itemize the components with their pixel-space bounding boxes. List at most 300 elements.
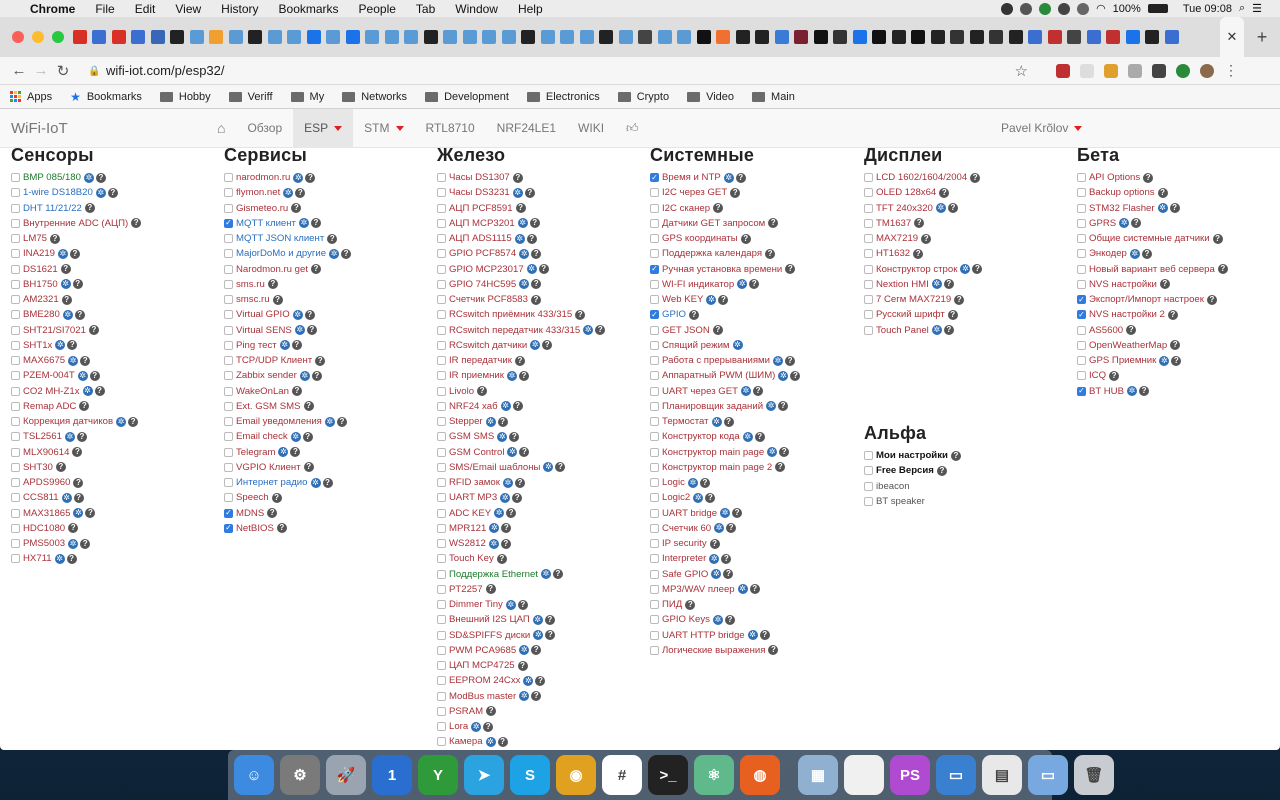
help-icon[interactable]: ? bbox=[531, 295, 541, 305]
tab[interactable] bbox=[577, 17, 597, 57]
tab[interactable] bbox=[714, 17, 734, 57]
module-link[interactable]: AM2321 bbox=[23, 294, 59, 306]
module-link[interactable]: smsc.ru bbox=[236, 294, 270, 306]
telegram-icon[interactable]: ➤ bbox=[464, 755, 504, 795]
help-icon[interactable]: ? bbox=[778, 401, 788, 411]
module-checkbox[interactable] bbox=[650, 280, 659, 289]
help-icon[interactable]: ? bbox=[518, 661, 528, 671]
module-link[interactable]: flymon.net bbox=[236, 187, 281, 199]
help-icon[interactable]: ? bbox=[73, 478, 83, 488]
module-link[interactable]: GPS координаты bbox=[662, 233, 738, 245]
help-icon[interactable]: ? bbox=[726, 523, 736, 533]
module-link[interactable]: Virtual SENS bbox=[236, 324, 292, 336]
help-icon[interactable]: ? bbox=[497, 554, 507, 564]
module-checkbox[interactable] bbox=[437, 432, 446, 441]
module-link[interactable]: Термостат bbox=[662, 416, 709, 428]
module-link[interactable]: Web KEY bbox=[662, 294, 704, 306]
module-link[interactable]: Free Версия bbox=[876, 465, 934, 477]
module-checkbox[interactable] bbox=[224, 326, 233, 335]
module-link[interactable]: Конструктор кода bbox=[662, 431, 740, 443]
module-checkbox[interactable] bbox=[224, 310, 233, 319]
tab[interactable] bbox=[402, 17, 422, 57]
module-checkbox[interactable] bbox=[11, 463, 20, 472]
gear-icon[interactable]: ✲ bbox=[300, 218, 308, 228]
reload-button[interactable]: ↻ bbox=[56, 62, 70, 80]
module-link[interactable]: WI-FI индикатор bbox=[662, 278, 735, 290]
module-link[interactable]: WS2812 bbox=[449, 538, 486, 550]
module-link[interactable]: Logic bbox=[662, 477, 685, 489]
gear-icon[interactable]: ✲ bbox=[780, 370, 787, 380]
module-checkbox[interactable] bbox=[650, 524, 659, 533]
module-checkbox[interactable] bbox=[224, 371, 233, 380]
gear-icon[interactable]: ✲ bbox=[490, 523, 498, 533]
gear-icon[interactable]: ✲ bbox=[490, 538, 498, 548]
help-icon[interactable]: ? bbox=[775, 462, 785, 472]
module-checkbox[interactable] bbox=[224, 188, 233, 197]
module-link[interactable]: ADC KEY bbox=[449, 507, 492, 519]
gear-icon[interactable]: ✲ bbox=[56, 553, 63, 563]
module-checkbox[interactable] bbox=[864, 219, 873, 228]
sourcetree-icon[interactable]: Y bbox=[418, 755, 458, 795]
status-tray-icon[interactable] bbox=[1077, 3, 1089, 15]
firefox-icon[interactable]: ◍ bbox=[740, 755, 780, 795]
module-checkbox[interactable] bbox=[650, 539, 659, 548]
help-icon[interactable]: ? bbox=[545, 615, 555, 625]
help-icon[interactable]: ? bbox=[80, 539, 90, 549]
module-link[interactable]: Telegram bbox=[236, 446, 276, 458]
help-icon[interactable]: ? bbox=[85, 203, 95, 213]
launchpad-icon[interactable]: 🚀 bbox=[326, 755, 366, 795]
help-icon[interactable]: ? bbox=[1213, 234, 1223, 244]
help-icon[interactable]: ? bbox=[542, 340, 552, 350]
module-link[interactable]: Safe GPIO bbox=[662, 568, 709, 580]
module-checkbox[interactable] bbox=[437, 310, 446, 319]
module-link[interactable]: Экспорт/Импорт настроек bbox=[1089, 294, 1204, 306]
module-checkbox[interactable] bbox=[11, 539, 20, 548]
gear-icon[interactable]: ✲ bbox=[495, 508, 503, 518]
help-icon[interactable]: ? bbox=[516, 203, 526, 213]
gear-icon[interactable]: ✲ bbox=[714, 614, 722, 624]
module-link[interactable]: Stepper bbox=[449, 416, 483, 428]
module-link[interactable]: AS5600 bbox=[1089, 324, 1124, 336]
module-link[interactable]: Внешний I2S ЦАП bbox=[449, 614, 530, 626]
tab[interactable] bbox=[694, 17, 714, 57]
finder-icon[interactable]: ☺ bbox=[234, 755, 274, 795]
module-link[interactable]: NRF24 хаб bbox=[449, 400, 498, 412]
module-checkbox[interactable] bbox=[650, 463, 659, 472]
gear-icon[interactable]: ✲ bbox=[738, 279, 746, 289]
help-icon[interactable]: ? bbox=[951, 451, 961, 461]
help-icon[interactable]: ? bbox=[1171, 356, 1181, 366]
gear-icon[interactable]: ✲ bbox=[85, 172, 93, 182]
gear-icon[interactable]: ✲ bbox=[69, 355, 77, 365]
module-link[interactable]: 7 Сегм MAX7219 bbox=[876, 294, 952, 306]
bookmark-electronics[interactable] bbox=[527, 91, 600, 103]
gear-icon[interactable]: ✲ bbox=[767, 401, 775, 411]
tab[interactable] bbox=[928, 17, 948, 57]
module-link[interactable]: Интернет радио bbox=[236, 477, 308, 489]
help-icon[interactable]: ? bbox=[272, 493, 282, 503]
module-checkbox[interactable] bbox=[864, 204, 873, 213]
help-icon[interactable]: ? bbox=[575, 310, 585, 320]
module-checkbox[interactable] bbox=[224, 280, 233, 289]
tab[interactable] bbox=[811, 17, 831, 57]
module-checkbox[interactable] bbox=[650, 371, 659, 380]
notification-center-icon[interactable]: ☰ bbox=[1252, 3, 1262, 15]
url-text[interactable]: wifi-iot.com/p/esp32/ bbox=[106, 63, 225, 78]
gear-icon[interactable]: ✲ bbox=[1131, 248, 1139, 258]
module-link[interactable]: NVS настройки 2 bbox=[1089, 309, 1165, 321]
module-checkbox[interactable] bbox=[437, 219, 446, 228]
help-icon[interactable]: ? bbox=[1139, 386, 1149, 396]
gear-icon[interactable]: ✲ bbox=[69, 538, 77, 548]
module-link[interactable]: HT1632 bbox=[876, 248, 911, 260]
tab[interactable] bbox=[558, 17, 578, 57]
module-link[interactable]: ЦАП MCP4725 bbox=[449, 660, 515, 672]
module-checkbox[interactable] bbox=[11, 402, 20, 411]
menu-bookmarks[interactable]: Bookmarks bbox=[278, 1, 339, 16]
gear-icon[interactable]: ✲ bbox=[519, 218, 527, 228]
help-icon[interactable]: ? bbox=[939, 188, 949, 198]
module-link[interactable]: Планировщик заданий bbox=[662, 400, 764, 412]
module-checkbox[interactable] bbox=[11, 341, 20, 350]
module-checkbox[interactable] bbox=[224, 463, 233, 472]
gear-icon[interactable]: ✲ bbox=[749, 630, 756, 640]
nav-home[interactable] bbox=[206, 109, 236, 148]
module-checkbox[interactable] bbox=[650, 188, 659, 197]
module-link[interactable]: Работа с прерываниями bbox=[662, 355, 771, 367]
help-icon[interactable]: ? bbox=[56, 462, 66, 472]
module-checkbox[interactable] bbox=[224, 432, 233, 441]
extension-icon[interactable] bbox=[1056, 64, 1070, 78]
help-icon[interactable]: ? bbox=[1142, 249, 1152, 259]
help-icon[interactable]: ? bbox=[307, 325, 317, 335]
module-link[interactable]: CO2 MH-Z1x bbox=[23, 385, 80, 397]
gear-icon[interactable]: ✲ bbox=[501, 492, 509, 502]
module-checkbox[interactable] bbox=[11, 356, 20, 365]
module-checkbox[interactable] bbox=[224, 173, 233, 182]
help-icon[interactable]: ? bbox=[1207, 295, 1217, 305]
help-icon[interactable]: ? bbox=[1143, 173, 1153, 183]
module-checkbox[interactable] bbox=[650, 387, 659, 396]
gear-icon[interactable]: ✲ bbox=[75, 508, 82, 518]
help-icon[interactable]: ? bbox=[700, 478, 710, 488]
module-link[interactable]: Конструктор main page 2 bbox=[662, 461, 773, 473]
module-link[interactable]: MAX6675 bbox=[23, 355, 66, 367]
module-link[interactable]: MajorDoMo и другие bbox=[236, 248, 327, 260]
nav-nrf24le1[interactable] bbox=[486, 109, 567, 148]
help-icon[interactable]: ? bbox=[277, 523, 287, 533]
help-icon[interactable]: ? bbox=[312, 371, 322, 381]
help-icon[interactable]: ? bbox=[685, 600, 695, 610]
help-icon[interactable]: ? bbox=[921, 234, 931, 244]
module-checkbox[interactable] bbox=[437, 234, 446, 243]
module-checkbox[interactable] bbox=[650, 615, 659, 624]
tab[interactable] bbox=[909, 17, 929, 57]
module-checkbox[interactable] bbox=[864, 280, 873, 289]
tab[interactable] bbox=[987, 17, 1007, 57]
app-window-icon[interactable]: ▭ bbox=[936, 755, 976, 795]
help-icon[interactable]: ? bbox=[531, 249, 541, 259]
bookmark-bookmarks[interactable] bbox=[70, 90, 142, 104]
gear-icon[interactable]: ✲ bbox=[312, 477, 319, 487]
module-checkbox[interactable] bbox=[224, 204, 233, 213]
module-link[interactable]: BME280 bbox=[23, 309, 60, 321]
gear-icon[interactable]: ✲ bbox=[97, 187, 105, 197]
tab[interactable] bbox=[363, 17, 383, 57]
module-link[interactable]: Ping тест bbox=[236, 339, 277, 351]
gear-icon[interactable]: ✲ bbox=[79, 370, 87, 380]
help-icon[interactable]: ? bbox=[304, 401, 314, 411]
module-link[interactable]: GPIO Keys bbox=[662, 614, 710, 626]
help-icon[interactable]: ? bbox=[944, 325, 954, 335]
module-link[interactable]: PMS5003 bbox=[23, 538, 66, 550]
module-checkbox[interactable] bbox=[11, 265, 20, 274]
close-tab-icon[interactable]: ✕ bbox=[1226, 29, 1238, 44]
module-link[interactable]: PT2257 bbox=[449, 583, 483, 595]
help-icon[interactable]: ? bbox=[67, 554, 77, 564]
module-link[interactable]: Логические выражения bbox=[662, 644, 766, 656]
tab[interactable] bbox=[304, 17, 324, 57]
battery-icon[interactable] bbox=[1148, 4, 1168, 13]
module-checkbox[interactable] bbox=[437, 478, 446, 487]
module-link[interactable]: Speech bbox=[236, 492, 269, 504]
document-icon[interactable] bbox=[844, 755, 884, 795]
module-link[interactable]: Коррекция датчиков bbox=[23, 416, 114, 428]
module-link[interactable]: IR передатчик bbox=[449, 355, 512, 367]
help-icon[interactable]: ? bbox=[768, 218, 778, 228]
gear-icon[interactable]: ✲ bbox=[534, 614, 542, 624]
help-icon[interactable]: ? bbox=[304, 462, 314, 472]
help-icon[interactable]: ? bbox=[1170, 203, 1180, 213]
module-checkbox[interactable] bbox=[437, 326, 446, 335]
gear-icon[interactable]: ✲ bbox=[534, 630, 542, 640]
site-brand[interactable]: WiFi-IoT bbox=[11, 119, 68, 137]
gear-icon[interactable]: ✲ bbox=[739, 584, 746, 594]
help-icon[interactable]: ? bbox=[530, 218, 540, 228]
module-link[interactable]: Поддержка календаря bbox=[662, 248, 763, 260]
help-icon[interactable]: ? bbox=[689, 310, 699, 320]
help-icon[interactable]: ? bbox=[519, 371, 529, 381]
bookmark-my[interactable] bbox=[291, 91, 325, 103]
module-checkbox[interactable] bbox=[437, 295, 446, 304]
tab[interactable] bbox=[831, 17, 851, 57]
module-checkbox[interactable] bbox=[437, 417, 446, 426]
gear-icon[interactable]: ✲ bbox=[66, 431, 74, 441]
module-link[interactable]: Ext. GSM SMS bbox=[236, 400, 301, 412]
module-checkbox[interactable] bbox=[650, 493, 659, 502]
module-link[interactable]: PSRAM bbox=[449, 705, 484, 717]
module-checkbox[interactable] bbox=[650, 570, 659, 579]
new-tab-button[interactable]: + bbox=[1256, 26, 1268, 47]
gear-icon[interactable]: ✲ bbox=[330, 248, 338, 258]
gear-icon[interactable]: ✲ bbox=[962, 264, 969, 274]
help-icon[interactable]: ? bbox=[790, 371, 800, 381]
status-tray-icon[interactable] bbox=[1001, 3, 1013, 15]
module-link[interactable]: PWM PCA9685 bbox=[449, 644, 517, 656]
help-icon[interactable]: ? bbox=[749, 279, 759, 289]
module-checkbox[interactable] bbox=[224, 493, 233, 502]
help-icon[interactable]: ? bbox=[61, 264, 71, 274]
tab[interactable] bbox=[1026, 17, 1046, 57]
help-icon[interactable]: ? bbox=[750, 584, 760, 594]
module-link[interactable]: INA219 bbox=[23, 248, 55, 260]
module-checkbox[interactable] bbox=[224, 295, 233, 304]
module-checkbox[interactable] bbox=[650, 204, 659, 213]
tab[interactable] bbox=[850, 17, 870, 57]
help-icon[interactable]: ? bbox=[1168, 310, 1178, 320]
help-icon[interactable]: ? bbox=[553, 569, 563, 579]
menu-view[interactable]: View bbox=[175, 1, 202, 16]
module-link[interactable]: Gismeteo.ru bbox=[236, 202, 289, 214]
module-checkbox[interactable] bbox=[1077, 249, 1086, 258]
module-checkbox[interactable] bbox=[650, 295, 659, 304]
bookmark-video[interactable] bbox=[687, 91, 734, 103]
module-link[interactable]: Камера bbox=[449, 736, 483, 748]
gear-icon[interactable]: ✲ bbox=[498, 431, 506, 441]
trash-icon[interactable]: 🗑 bbox=[1074, 755, 1114, 795]
module-checkbox[interactable] bbox=[224, 341, 233, 350]
module-link[interactable]: Аппаратный PWM (ШИМ) bbox=[662, 370, 776, 382]
module-checkbox[interactable] bbox=[437, 707, 446, 716]
module-link[interactable]: sms.ru bbox=[236, 278, 265, 290]
module-link[interactable]: Nextion HMI bbox=[876, 278, 929, 290]
module-checkbox[interactable] bbox=[650, 417, 659, 426]
tab[interactable] bbox=[1162, 17, 1182, 57]
module-checkbox[interactable] bbox=[437, 371, 446, 380]
back-button[interactable]: ← bbox=[11, 62, 27, 79]
module-link[interactable]: MP3/WAV плеер bbox=[662, 583, 735, 595]
skype-icon[interactable]: S bbox=[510, 755, 550, 795]
help-icon[interactable]: ? bbox=[1126, 325, 1136, 335]
gear-icon[interactable]: ✲ bbox=[62, 279, 70, 289]
module-link[interactable]: BH1750 bbox=[23, 278, 58, 290]
module-link[interactable]: CCS811 bbox=[23, 492, 59, 504]
help-icon[interactable]: ? bbox=[131, 218, 141, 228]
tab[interactable] bbox=[636, 17, 656, 57]
help-icon[interactable]: ? bbox=[509, 432, 519, 442]
menubar-clock[interactable]: Tue 09:08 bbox=[1182, 2, 1232, 15]
module-checkbox[interactable] bbox=[1077, 188, 1086, 197]
menu-history[interactable]: History bbox=[221, 1, 259, 16]
module-checkbox[interactable] bbox=[437, 493, 446, 502]
gear-icon[interactable]: ✲ bbox=[472, 721, 480, 731]
gear-icon[interactable]: ✲ bbox=[744, 431, 752, 441]
module-checkbox[interactable] bbox=[437, 661, 446, 670]
minimize-window-button[interactable] bbox=[32, 31, 44, 43]
help-icon[interactable]: ? bbox=[785, 356, 795, 366]
tab[interactable] bbox=[70, 17, 90, 57]
module-link[interactable]: RFID замок bbox=[449, 477, 500, 489]
help-icon[interactable]: ? bbox=[513, 173, 523, 183]
tab[interactable] bbox=[285, 17, 305, 57]
help-icon[interactable]: ? bbox=[501, 523, 511, 533]
help-icon[interactable]: ? bbox=[268, 279, 278, 289]
tab[interactable] bbox=[733, 17, 753, 57]
module-link[interactable]: IP security bbox=[662, 538, 707, 550]
tab[interactable] bbox=[382, 17, 402, 57]
module-checkbox[interactable] bbox=[437, 646, 446, 655]
help-icon[interactable]: ? bbox=[724, 417, 734, 427]
bookmark-crypto[interactable] bbox=[618, 91, 669, 103]
gear-icon[interactable]: ✲ bbox=[63, 492, 70, 502]
help-icon[interactable]: ? bbox=[72, 447, 82, 457]
tab[interactable] bbox=[324, 17, 344, 57]
help-icon[interactable]: ? bbox=[723, 569, 733, 579]
module-link[interactable]: BMP 085/180 bbox=[23, 172, 81, 184]
system-preferences-icon[interactable]: ⚙ bbox=[280, 755, 320, 795]
gear-icon[interactable]: ✲ bbox=[294, 309, 302, 319]
gear-icon[interactable]: ✲ bbox=[713, 416, 720, 426]
bookmark-apps[interactable] bbox=[10, 91, 52, 103]
help-icon[interactable]: ? bbox=[730, 188, 740, 198]
module-link[interactable]: GPRS bbox=[1089, 217, 1117, 229]
help-icon[interactable]: ? bbox=[62, 295, 72, 305]
module-checkbox[interactable] bbox=[437, 585, 446, 594]
help-icon[interactable]: ? bbox=[311, 264, 321, 274]
tab[interactable] bbox=[792, 17, 812, 57]
atom-icon[interactable]: ⚛ bbox=[694, 755, 734, 795]
extension-icon[interactable] bbox=[1152, 64, 1166, 78]
module-link[interactable]: GSM Control bbox=[449, 446, 505, 458]
help-icon[interactable]: ? bbox=[595, 325, 605, 335]
tab[interactable] bbox=[519, 17, 539, 57]
help-icon[interactable]: ? bbox=[477, 386, 487, 396]
help-icon[interactable]: ? bbox=[292, 386, 302, 396]
module-link[interactable]: RCswitch передатчик 433/315 bbox=[449, 324, 581, 336]
tab[interactable] bbox=[168, 17, 188, 57]
help-icon[interactable]: ? bbox=[1109, 371, 1119, 381]
help-icon[interactable]: ? bbox=[1160, 279, 1170, 289]
help-icon[interactable]: ? bbox=[535, 676, 545, 686]
module-checkbox[interactable] bbox=[437, 173, 446, 182]
close-window-button[interactable] bbox=[12, 31, 24, 43]
module-checkbox[interactable] bbox=[11, 432, 20, 441]
extension-icon[interactable] bbox=[1080, 64, 1094, 78]
help-icon[interactable]: ? bbox=[525, 188, 535, 198]
module-checkbox[interactable] bbox=[437, 676, 446, 685]
gear-icon[interactable]: ✲ bbox=[542, 569, 550, 579]
help-icon[interactable]: ? bbox=[732, 508, 742, 518]
gear-icon[interactable]: ✲ bbox=[326, 416, 334, 426]
chrome-menu-icon[interactable]: ⋮ bbox=[1224, 62, 1238, 78]
help-icon[interactable]: ? bbox=[80, 356, 90, 366]
module-link[interactable]: NVS настройки bbox=[1089, 278, 1157, 290]
module-link[interactable]: Touch Panel bbox=[876, 324, 929, 336]
help-icon[interactable]: ? bbox=[519, 447, 529, 457]
gear-icon[interactable]: ✲ bbox=[715, 523, 723, 533]
help-icon[interactable]: ? bbox=[501, 539, 511, 549]
help-icon[interactable]: ? bbox=[128, 417, 138, 427]
menu-edit[interactable]: Edit bbox=[134, 1, 156, 16]
gear-icon[interactable]: ✲ bbox=[525, 675, 532, 685]
module-checkbox[interactable] bbox=[1077, 265, 1086, 274]
module-link[interactable]: OpenWeatherMap bbox=[1089, 339, 1168, 351]
module-link[interactable]: MQTT клиент bbox=[236, 217, 296, 229]
module-checkbox[interactable]: ✓ bbox=[1078, 386, 1085, 396]
tab[interactable] bbox=[948, 17, 968, 57]
module-checkbox[interactable] bbox=[11, 493, 20, 502]
tab[interactable] bbox=[655, 17, 675, 57]
module-checkbox[interactable] bbox=[864, 497, 873, 506]
help-icon[interactable]: ? bbox=[555, 462, 565, 472]
chrome-icon[interactable]: ◉ bbox=[556, 755, 596, 795]
help-icon[interactable]: ? bbox=[73, 279, 83, 289]
gear-icon[interactable]: ✲ bbox=[84, 386, 91, 396]
extension-icon[interactable] bbox=[1104, 64, 1118, 78]
help-icon[interactable]: ? bbox=[531, 279, 541, 289]
gear-icon[interactable]: ✲ bbox=[933, 279, 941, 289]
